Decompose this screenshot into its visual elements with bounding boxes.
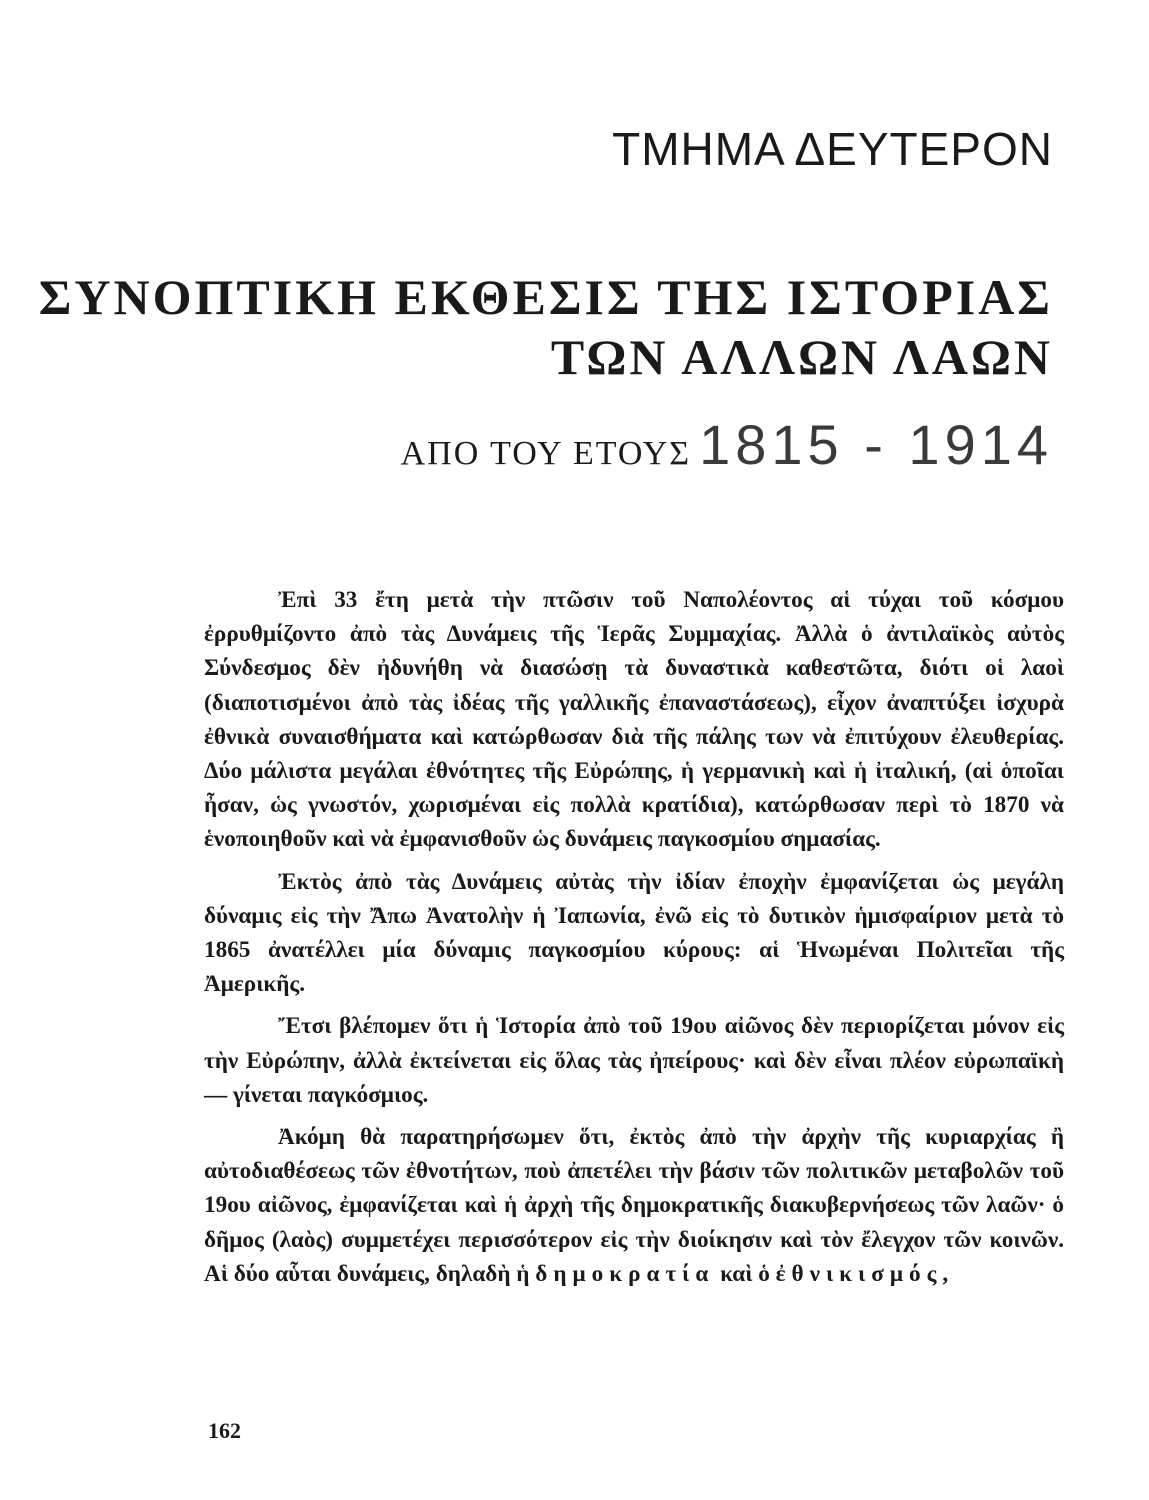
emphasized-term-nationalism: ἐθνικισμός bbox=[775, 1260, 943, 1287]
section-heading: ΤΜΗΜΑ ΔΕΥΤΕΡΟΝ bbox=[612, 123, 1053, 175]
emphasized-term-democracy: δημοκρατία bbox=[535, 1260, 715, 1287]
chapter-period bbox=[401, 412, 1053, 477]
period-prefix: ΑΠΟ ΤΟΥ ΕΤΟΥΣ bbox=[400, 435, 692, 472]
paragraph-4-end: , bbox=[942, 1260, 949, 1287]
paragraph-3: Ἔτσι βλέπομεν ὅτι ἡ Ἱστορία ἀπὸ τοῦ 19ου αἰῶνος δὲν περιορίζεται μόνον εἰς τὴν Εὐρώπην, ἀλλὰ ἐκτείνεται εἰς ὅλας τὰς ἠπείρους· καὶ δὲν εἶναι πλέον εὐρωπαϊκὴ — γίνεται παγκόσμιος. bbox=[204, 1013, 1064, 1108]
body-text bbox=[204, 583, 1064, 1299]
paragraph-4-text: Ἀκόμη θὰ παρατηρήσωμεν ὅτι, ἐκτὸς ἀπὸ τὴν ἀρχὴν τῆς κυριαρχίας ἢ αὐτοδιαθέσεως τῶν ἐθνοτήτων, ποὺ ἀπετέλει τὴν βάσιν τῶν πολιτικῶν μεταβολῶν τοῦ 19ου αἰῶνος, ἐμφανίζεται καὶ ἡ ἀρχὴ τῆς δημοκρατικῆς διακυβερνήσεως τῶν λαῶν· ὁ δῆμος (λαὸς) συμμετέχει περισσότερον εἰς τὴν διοίκησιν καὶ τὸν ἔλεγχον τῶν κοινῶν. Αἱ δύο αὗται δυνάμεις, δηλαδὴ ἡ bbox=[204, 1124, 1064, 1287]
page-number: 162 bbox=[208, 1418, 241, 1443]
paragraph-1: Ἐπὶ 33 ἔτη μετὰ τὴν πτῶσιν τοῦ Ναπολέοντος αἱ τύχαι τοῦ κόσμου ἐρρυθμίζοντο ἀπὸ τὰς Δυνάμεις τῆς Ἱερᾶς Συμμαχίας. Ἀλλὰ ὁ ἀντιλαϊκὸς αὐτὸς Σύνδεσμος δὲν ἠδυνήθη νὰ διασώσῃ τὰ δυναστικὰ καθεστῶτα, διότι οἱ λαοὶ (διαποτισμένοι ἀπὸ τὰς ἰδέας τῆς γαλλικῆς ἐπαναστάσεως), εἶχον ἀναπτύξει ἰσχυρὰ ἐθνικὰ συναισθήματα καὶ κατώρθωσαν διὰ τῆς πάλης των νὰ ἐπιτύχουν ἐλευθερίας. Δύο μάλιστα μεγάλαι ἐθνότητες τῆς Εὐρώπης, ἡ γερμανικὴ καὶ ἡ ἰταλική, (αἱ ὁποῖαι ἦσαν, ὡς γνωστόν, χωρισμέναι εἰς πολλὰ κρατίδια), κατώρθωσαν περὶ τὸ 1870 νὰ ἑνοποιηθοῦν καὶ νὰ ἐμφανισθοῦν ὡς δυνάμεις παγκοσμίου σημασίας. bbox=[204, 587, 1064, 853]
paragraph-4 bbox=[204, 1120, 1064, 1291]
period-years: 1815 - 1914 bbox=[699, 413, 1053, 476]
paragraph-4-join: καὶ ὁ bbox=[720, 1260, 770, 1287]
chapter-title-line-2: ΤΩΝ ΑΛΛΩΝ ΛΑΩΝ bbox=[550, 329, 1053, 385]
paragraph-2: Ἐκτὸς ἀπὸ τὰς Δυνάμεις αὐτὰς τὴν ἰδίαν ἐποχὴν ἐμφανίζεται ὡς μεγάλη δύναμις εἰς τὴν Ἄπω Ἀνατολὴν ἡ Ἰαπωνία, ἐνῶ εἰς τὸ δυτικὸν ἡμισφαίριον μετὰ τὸ 1865 ἀνατέλλει μία δύναμις παγκοσμίου κύρους: αἱ Ἡνωμέναι Πολιτεῖαι τῆς Ἀμερικῆς. bbox=[204, 868, 1064, 998]
chapter-title-line-1: ΣΥΝΟΠΤΙΚΗ ΕΚΘΕΣΙΣ ΤΗΣ ΙΣΤΟΡΙΑΣ bbox=[38, 269, 1053, 325]
